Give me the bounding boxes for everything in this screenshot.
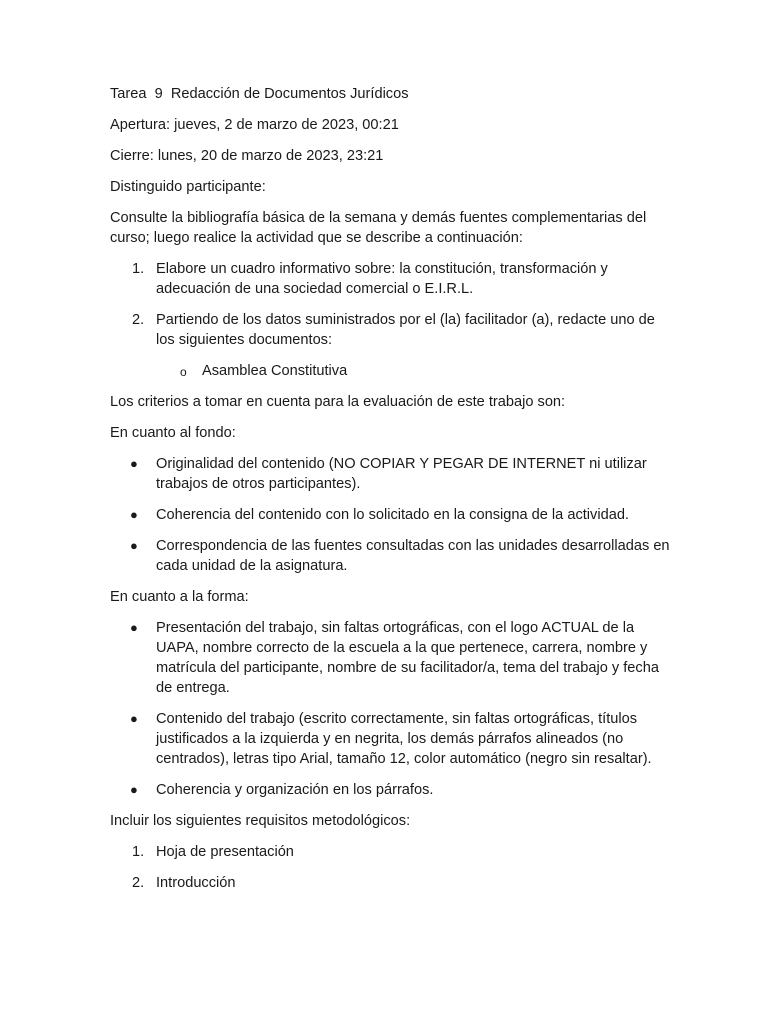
requirement-item bbox=[110, 842, 670, 862]
bullet-icon: ● bbox=[130, 538, 138, 553]
criteria-text: Coherencia del contenido con lo solicitado en la consigna de la actividad. bbox=[156, 507, 629, 523]
document-title: Tarea 9 Redacción de Documentos Jurídicos bbox=[110, 86, 409, 102]
criteria-text: Presentación del trabajo, sin faltas ortográficas, con el logo ACTUAL de la UAPA, nombre correcto de la escuela a la que pertenece, carrera, nombre y matrícula del participante, nombre de su facilitador/a, tema del trabajo y fecha de entrega. bbox=[156, 620, 659, 696]
closing-date: Cierre: lunes, 20 de marzo de 2023, 23:21 bbox=[110, 148, 384, 164]
bullet-icon: ● bbox=[130, 782, 138, 797]
instructions-paragraph: Consulte la bibliografía básica de la semana y demás fuentes complementarias del curso; luego realice la actividad que se describe a continuación: bbox=[110, 210, 647, 246]
activity-text: Partiendo de los datos suministrados por el (la) facilitador (a), redacte uno de los siguientes documentos: bbox=[156, 312, 655, 348]
criteria-intro: Los criterios a tomar en cuenta para la evaluación de este trabajo son: bbox=[110, 394, 566, 410]
criteria-item bbox=[110, 618, 670, 698]
bullet-icon: ● bbox=[130, 507, 138, 522]
bullet-icon: ● bbox=[130, 711, 138, 726]
criteria-item bbox=[110, 780, 670, 800]
sub-item-text: Asamblea Constitutiva bbox=[202, 363, 348, 379]
sub-list-item bbox=[110, 361, 670, 381]
activity-text: Elabore un cuadro informativo sobre: la constitución, transformación y adecuación de una sociedad comercial o E.I.R.L. bbox=[156, 261, 608, 297]
criteria-item bbox=[110, 709, 670, 769]
opening-date: Apertura: jueves, 2 de marzo de 2023, 00:21 bbox=[110, 117, 399, 133]
greeting: Distinguido participante: bbox=[110, 179, 266, 195]
content-criteria-list bbox=[110, 454, 670, 576]
form-criteria-heading: En cuanto a la forma: bbox=[110, 589, 249, 605]
circle-bullet-icon: o bbox=[180, 365, 187, 379]
criteria-text: Correspondencia de las fuentes consultadas con las unidades desarrolladas en cada unidad de la asignatura. bbox=[156, 538, 670, 574]
requirement-item bbox=[110, 873, 670, 893]
document-body bbox=[110, 84, 670, 904]
requirement-text: Hoja de presentación bbox=[156, 844, 294, 860]
criteria-text: Originalidad del contenido (NO COPIAR Y PEGAR DE INTERNET ni utilizar trabajos de otros participantes). bbox=[156, 456, 647, 492]
list-number: 1. bbox=[132, 261, 145, 277]
requirements-heading: Incluir los siguientes requisitos metodológicos: bbox=[110, 813, 411, 829]
activity-list bbox=[110, 259, 670, 350]
criteria-text: Coherencia y organización en los párrafos. bbox=[156, 782, 434, 798]
activity-item bbox=[110, 310, 670, 350]
list-number: 2. bbox=[132, 312, 145, 328]
criteria-item bbox=[110, 505, 670, 525]
requirement-text: Introducción bbox=[156, 875, 236, 891]
requirements-list bbox=[110, 842, 670, 893]
criteria-item bbox=[110, 454, 670, 494]
criteria-item bbox=[110, 536, 670, 576]
bullet-icon: ● bbox=[130, 456, 138, 471]
content-criteria-heading: En cuanto al fondo: bbox=[110, 425, 236, 441]
criteria-text: Contenido del trabajo (escrito correctamente, sin faltas ortográficas, títulos justificados a la izquierda y en negrita, los demás párrafos alineados (no centrados), letras tipo Arial, tamaño 12, color automático (negro sin resaltar). bbox=[156, 711, 652, 767]
list-number: 1. bbox=[132, 844, 145, 860]
list-number: 2. bbox=[132, 875, 145, 891]
form-criteria-list bbox=[110, 618, 670, 800]
bullet-icon: ● bbox=[130, 620, 138, 635]
activity-item bbox=[110, 259, 670, 299]
document-options-list bbox=[110, 361, 670, 381]
